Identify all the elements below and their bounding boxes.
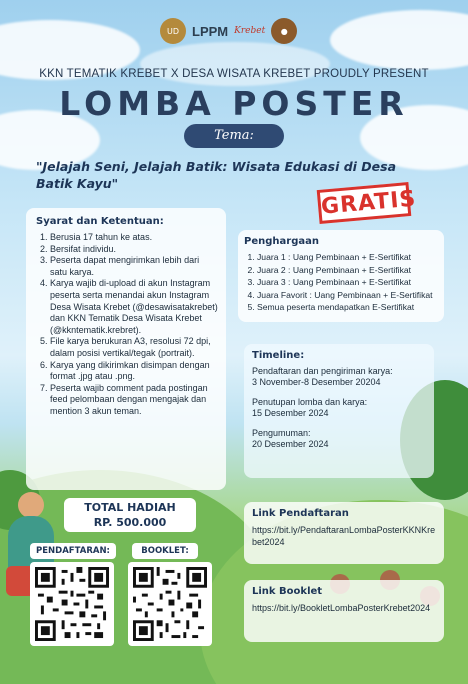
qr-pendaftaran-label: PENDAFTARAN: xyxy=(30,543,116,559)
timeline-label: Pengumuman: xyxy=(252,428,311,438)
award-item: 3. Juara 3 : Uang Pembinaan + E-Sertifikat xyxy=(257,276,438,289)
total-prize-box xyxy=(64,498,196,532)
syarat-card xyxy=(26,208,226,490)
syarat-item: 2. Bersifat individu. xyxy=(50,244,218,256)
krebet-logo: Krebet xyxy=(234,26,266,36)
tema-label: Tema: xyxy=(184,124,284,148)
award-item: 5. Semua peserta mendapatkan E-Sertifikat xyxy=(257,301,438,314)
syarat-item: 5. File karya berukuran A3, resolusi 72 dpi, dalam posisi vertikal/tegak (portrait). xyxy=(50,336,218,359)
total-prize-label: TOTAL HADIAH xyxy=(84,501,176,514)
link-booklet-heading: Link Booklet xyxy=(252,586,323,597)
award-item: 4. Juara Favorit : Uang Pembinaan + E-Sertifikat xyxy=(257,289,438,302)
syarat-item: 3. Peserta dapat mengirimkan lebih dari satu karya. xyxy=(50,255,218,278)
award-item: 2. Juara 2 : Uang Pembinaan + E-Sertifikat xyxy=(257,264,438,277)
presents-line: KKN TEMATIK KREBET X DESA WISATA KREBET PROUDLY PRESENT xyxy=(39,68,429,80)
theme-text: "Jelajah Seni, Jelajah Batik: Wisata Edukasi di Desa Batik Kayu" xyxy=(36,159,397,191)
person-illustration xyxy=(18,492,44,518)
award-item: 1. Juara 1 : Uang Pembinaan + E-Sertifikat xyxy=(257,251,438,264)
timeline-date: 15 Desember 2024 xyxy=(252,408,329,418)
qr-booklet-label: BOOKLET: xyxy=(132,543,198,559)
syarat-item: 6. Karya yang dikirimkan disimpan dengan format .jpg atau .png. xyxy=(50,360,218,383)
link-pendaftaran-card xyxy=(244,502,444,564)
timeline-label: Pendaftaran dan pengiriman karya: xyxy=(252,366,393,376)
qr-code-icon xyxy=(35,567,109,641)
page-title: LOMBA POSTER xyxy=(59,84,409,123)
penghargaan-card xyxy=(238,230,444,322)
cloud xyxy=(330,10,468,70)
timeline-label: Penutupan lomba dan karya: xyxy=(252,397,368,407)
link-booklet-url[interactable]: https://bit.ly/BookletLombaPosterKrebet2024 xyxy=(252,603,431,613)
syarat-item: 4. Karya wajib di-upload di akun Instagram peserta serta menandai akun Instagram Desa Wisata Krebet (@desawisatakrebet) dan KKN Tematik Desa Wisata Krebet (@kkntematik.krebret). xyxy=(50,278,218,336)
timeline-heading: Timeline: xyxy=(252,350,305,361)
qr-pendaftaran[interactable] xyxy=(30,562,114,646)
logo-bar xyxy=(160,14,310,48)
timeline-date: 3 November-8 Desember 20204 xyxy=(252,377,381,387)
timeline-card xyxy=(244,344,434,478)
village-logo: ● xyxy=(271,18,297,44)
link-pendaftaran-heading: Link Pendaftaran xyxy=(252,508,349,519)
campus-logo: UD xyxy=(160,18,186,44)
qr-booklet[interactable] xyxy=(128,562,212,646)
timeline-date: 20 Desember 2024 xyxy=(252,439,329,449)
syarat-item: 1. Berusia 17 tahun ke atas. xyxy=(50,232,218,244)
qr-code-icon xyxy=(133,567,207,641)
link-booklet-card xyxy=(244,580,444,642)
syarat-heading: Syarat dan Ketentuan: xyxy=(36,216,164,227)
gratis-stamp: GRATIS xyxy=(317,182,412,224)
penghargaan-heading: Penghargaan xyxy=(244,236,319,247)
link-pendaftaran-url[interactable]: https://bit.ly/PendaftaranLombaPosterKKNKrebet2024 xyxy=(252,525,436,547)
total-prize-amount: RP. 500.000 xyxy=(93,516,167,529)
syarat-item: 7. Peserta wajib comment pada postingan feed pelombaan dengan mengajak dan mention 3 akun teman. xyxy=(50,383,218,418)
lppm-logo: LPPM xyxy=(192,23,229,39)
